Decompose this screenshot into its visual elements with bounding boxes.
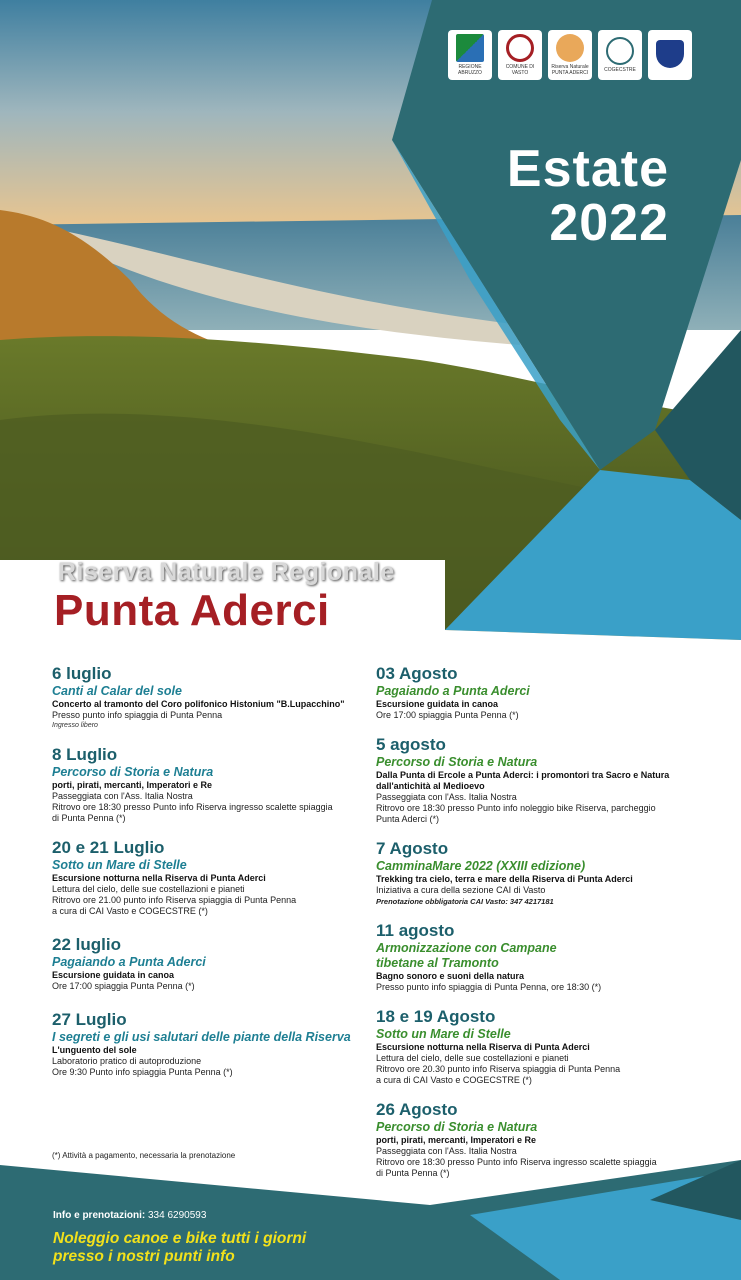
season-year: 2022 <box>549 194 669 252</box>
event-detail: Ore 17:00 spiaggia Punta Penna (*) <box>52 981 195 991</box>
events-column-august <box>376 664 706 1193</box>
event-name: Sotto un Mare di Stelle <box>52 858 187 872</box>
event-detail: di Punta Penna (*) <box>52 813 126 823</box>
event-date: 22 luglio <box>52 935 121 954</box>
event-date: 18 e 19 Agosto <box>376 1007 496 1026</box>
partner-logos <box>448 30 692 80</box>
event-detail: Iniziativa a cura della sezione CAI di Vasto <box>376 885 546 895</box>
event-name: I segreti e gli usi salutari delle piante della Riserva <box>52 1030 351 1044</box>
event-detail: Ritrovo ore 18:30 presso Punto info Riserva ingresso scalette spiaggia <box>52 802 333 812</box>
event-name: Pagaiando a Punta Aderci <box>376 684 530 698</box>
event-detail: di Punta Penna (*) <box>376 1168 450 1178</box>
event-detail: Passeggiata con l'Ass. Italia Nostra <box>376 1146 517 1156</box>
event-headline: Escursione guidata in canoa <box>52 970 175 980</box>
event-note: Ingresso libero <box>52 722 98 729</box>
event-item <box>376 664 706 721</box>
contact-label: Info e prenotazioni: <box>53 1210 146 1221</box>
event-headline: porti, pirati, mercanti, Imperatori e Re <box>376 1135 537 1145</box>
event-item <box>376 735 706 825</box>
event-detail: Ritrovo ore 18:30 presso Punto info Riserva ingresso scalette spiaggia <box>376 1157 657 1167</box>
event-headline: Escursione guidata in canoa <box>376 699 499 709</box>
event-detail: Laboratorio pratico di autoproduzione <box>52 1056 202 1066</box>
event-detail: Ritrovo ore 21.00 punto info Riserva spiaggia di Punta Penna <box>52 895 297 905</box>
event-date: 7 Agosto <box>376 839 449 858</box>
event-item <box>52 838 352 917</box>
event-headline: porti, pirati, mercanti, Imperatori e Re <box>52 780 213 790</box>
cai-logo <box>648 30 692 80</box>
season-heading <box>507 142 669 250</box>
event-name: Percorso di Storia e Natura <box>376 755 538 769</box>
promo-line: presso i nostri punti info <box>53 1248 235 1265</box>
page-title: Punta Aderci <box>54 586 330 635</box>
event-headline: Escursione notturna nella Riserva di Punta Aderci <box>52 873 266 883</box>
event-name: Pagaiando a Punta Aderci <box>52 955 206 969</box>
event-name: Canti al Calar del sole <box>52 684 182 698</box>
event-detail: Passeggiata con l'Ass. Italia Nostra <box>376 792 517 802</box>
event-date: 11 agosto <box>376 921 455 940</box>
reserve-subtitle: Riserva Naturale Regionale <box>58 558 395 586</box>
event-detail: Ore 17:00 spiaggia Punta Penna (*) <box>376 710 519 720</box>
regione-abruzzo-logo: REGIONE ABRUZZO <box>448 30 492 80</box>
event-item <box>52 935 352 992</box>
event-date: 5 agosto <box>376 735 446 754</box>
event-booking-note: Prenotazione obbligatoria CAI Vasto: 347 4217181 <box>376 897 554 906</box>
event-detail: Lettura del cielo, delle sue costellazioni e pianeti <box>52 884 245 894</box>
event-item <box>52 664 352 731</box>
event-detail: Punta Aderci (*) <box>376 814 440 824</box>
event-headline: Dalla Punta di Ercole a Punta Aderci: i promontori tra Sacro e Natura dall'antichità al Medioevo <box>376 770 670 791</box>
event-name: Percorso di Storia e Natura <box>376 1120 538 1134</box>
event-headline: Concerto al tramonto del Coro polifonico Histonium "B.Lupacchino" <box>52 699 345 709</box>
event-name: Armonizzazione con Campane tibetane al Tramonto <box>376 941 557 970</box>
events-column-july <box>52 664 352 1092</box>
event-item <box>52 745 352 824</box>
event-detail: Lettura del cielo, delle sue costellazioni e pianeti <box>376 1053 569 1063</box>
contact-phone: 334 6290593 <box>148 1210 207 1221</box>
event-headline: Trekking tra cielo, terra e mare della Riserva di Punta Aderci <box>376 874 633 884</box>
event-name: Sotto un Mare di Stelle <box>376 1027 511 1041</box>
event-name: CamminaMare 2022 (XXIII edizione) <box>376 859 586 873</box>
season-word: Estate <box>506 140 669 198</box>
rental-promo <box>53 1230 306 1266</box>
event-date: 26 Agosto <box>376 1100 458 1119</box>
event-detail: Ritrovo ore 18:30 presso Punto info noleggio bike Riserva, parcheggio <box>376 803 656 813</box>
event-detail: Passeggiata con l'Ass. Italia Nostra <box>52 791 193 801</box>
event-item <box>52 1010 352 1078</box>
contact-info <box>53 1210 206 1221</box>
event-item <box>376 839 706 907</box>
event-headline: Bagno sonoro e suoni della natura <box>376 971 525 981</box>
event-detail: a cura di CAI Vasto e COGECSTRE (*) <box>376 1075 532 1085</box>
event-date: 20 e 21 Luglio <box>52 838 165 857</box>
event-date: 27 Luglio <box>52 1010 127 1029</box>
event-headline: L'unguento del sole <box>52 1045 137 1055</box>
event-date: 6 luglio <box>52 664 112 683</box>
event-detail: Ore 9:30 Punto info spiaggia Punta Penna (*) <box>52 1067 233 1077</box>
footnote: (*) Attività a pagamento, necessaria la prenotazione <box>52 1151 236 1160</box>
event-detail: Ritrovo ore 20.30 punto info Riserva spiaggia di Punta Penna <box>376 1064 621 1074</box>
event-headline: Escursione notturna nella Riserva di Punta Aderci <box>376 1042 590 1052</box>
comune-di-vasto-seal: COMUNE DI VASTO <box>498 30 542 80</box>
event-date: 8 Luglio <box>52 745 118 764</box>
event-name: Percorso di Storia e Natura <box>52 765 214 779</box>
event-detail: Presso punto info spiaggia di Punta Penna, ore 18:30 (*) <box>376 982 602 992</box>
cogecstre-logo: COGECSTRE <box>598 30 642 80</box>
riserva-punta-aderci-logo: Riserva Naturale PUNTA ADERCI <box>548 30 592 80</box>
event-item <box>376 921 706 993</box>
event-item <box>376 1007 706 1086</box>
event-detail: Presso punto info spiaggia di Punta Penna <box>52 710 223 720</box>
event-detail: a cura di CAI Vasto e COGECSTRE (*) <box>52 906 208 916</box>
promo-line: Noleggio canoe e bike tutti i giorni <box>53 1230 307 1247</box>
event-date: 03 Agosto <box>376 664 458 683</box>
